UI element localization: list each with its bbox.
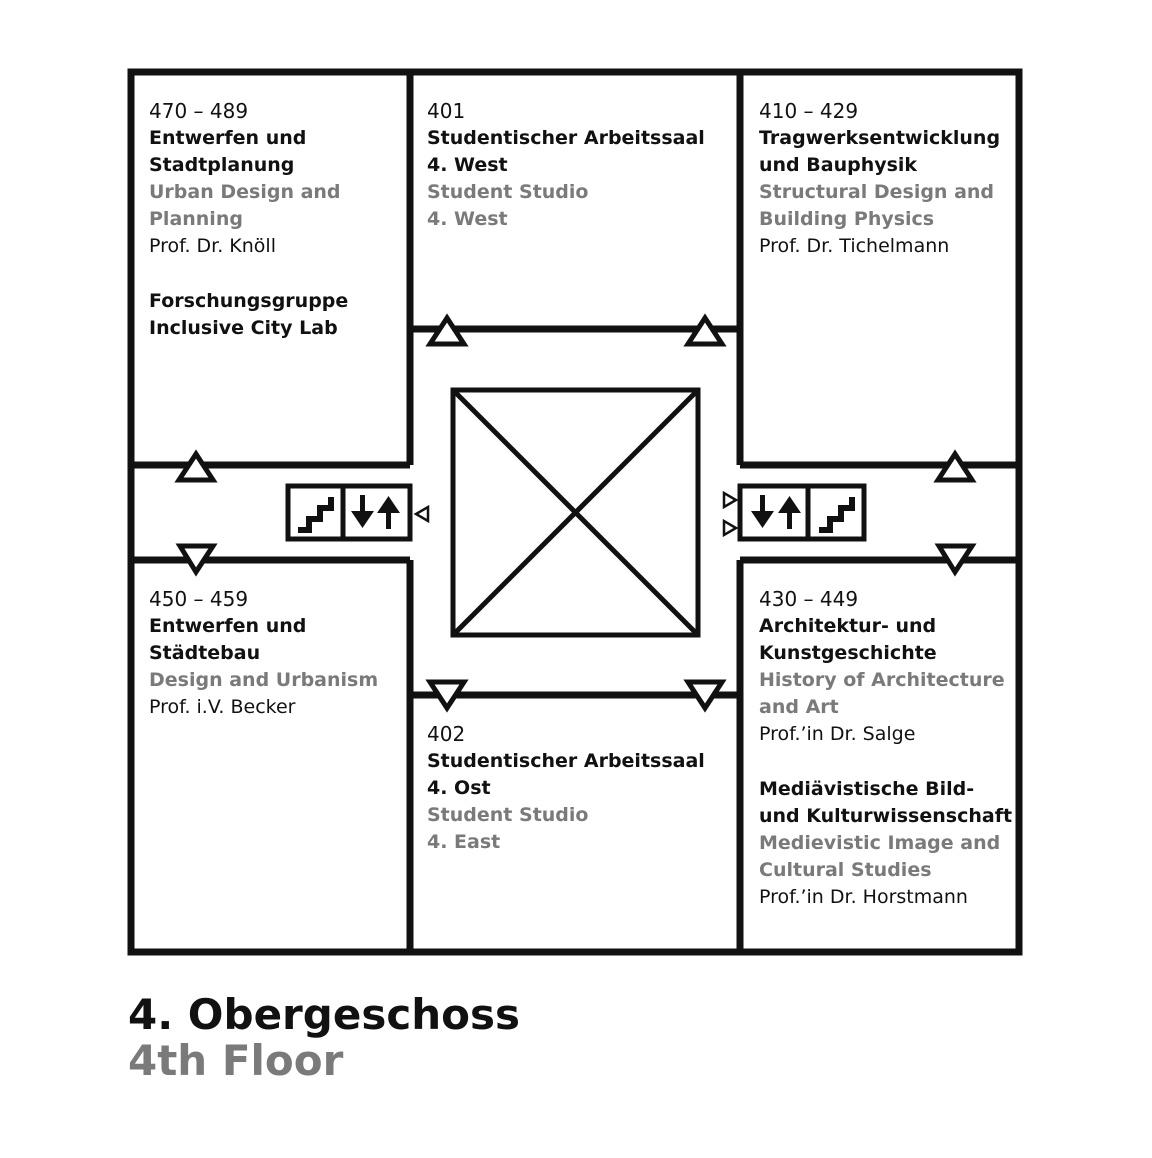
room-number: 450 – 459 (149, 587, 249, 611)
room-name-de: Stadtplanung (149, 154, 295, 176)
department-professor: Prof.’in Dr. Horstmann (759, 886, 968, 908)
room-name-de: Architektur- und (759, 615, 937, 637)
room-name-en: 4. East (427, 831, 501, 853)
void-cross-icon (453, 390, 698, 635)
room-name-en: Structural Design and (759, 181, 995, 203)
room-name-en: Student Studio (427, 181, 589, 203)
room-name-de: 4. West (427, 154, 508, 176)
room-professor: Prof. Dr. Tichelmann (759, 235, 950, 257)
room-name-de: Entwerfen und (149, 615, 307, 637)
room-name-de: und Bauphysik (759, 154, 918, 176)
room-professor: Prof. Dr. Knöll (149, 235, 276, 257)
stairs-icon (288, 486, 343, 539)
room-number: 410 – 429 (759, 99, 859, 123)
room-name-en: Design and Urbanism (149, 669, 379, 691)
room-number: 402 (427, 722, 466, 746)
room-name-en: Building Physics (759, 208, 935, 230)
room-name-en: and Art (759, 696, 839, 718)
room-name-de: Entwerfen und (149, 127, 307, 149)
room-number: 470 – 489 (149, 99, 249, 123)
room-470-489 (149, 98, 348, 342)
stairs-icon (808, 486, 864, 539)
room-name-en: Urban Design and (149, 181, 341, 203)
room-name-en: 4. West (427, 208, 508, 230)
room-name-en: Student Studio (427, 804, 589, 826)
room-name-de: Tragwerksentwicklung (759, 127, 1001, 149)
room-402 (427, 721, 705, 856)
research-group-name: Inclusive City Lab (149, 317, 338, 339)
room-name-en: Planning (149, 208, 243, 230)
room-number: 401 (427, 99, 466, 123)
room-410-429 (759, 98, 1000, 260)
room-name-de: Studentischer Arbeitssaal (427, 127, 705, 149)
room-name-de: Studentischer Arbeitssaal (427, 750, 705, 772)
department-name-en: Cultural Studies (759, 859, 932, 881)
floor-title-de: 4. Obergeschoss (128, 990, 520, 1039)
room-430-449 (759, 586, 1012, 911)
department-name-de: und Kulturwissenschaft (759, 805, 1013, 827)
entrance-arrow-icon (724, 493, 736, 507)
entrance-arrow-icon (416, 507, 428, 521)
department-name-en: Medievistic Image and (759, 832, 1001, 854)
room-name-de: Kunstgeschichte (759, 642, 937, 664)
room-number: 430 – 449 (759, 587, 859, 611)
floor-title-en: 4th Floor (128, 1036, 344, 1085)
research-group-name: Forschungsgruppe (149, 290, 349, 312)
room-401 (427, 98, 705, 233)
room-professor: Prof.’in Dr. Salge (759, 723, 916, 745)
entrance-arrow-icon (724, 521, 736, 535)
department-name-de: Mediävistische Bild- (759, 778, 975, 800)
room-professor: Prof. i.V. Becker (149, 696, 296, 718)
room-name-de: Städtebau (149, 642, 261, 664)
room-450-459 (149, 586, 378, 721)
room-name-en: History of Architecture (759, 669, 1005, 691)
room-name-de: 4. Ost (427, 777, 491, 799)
